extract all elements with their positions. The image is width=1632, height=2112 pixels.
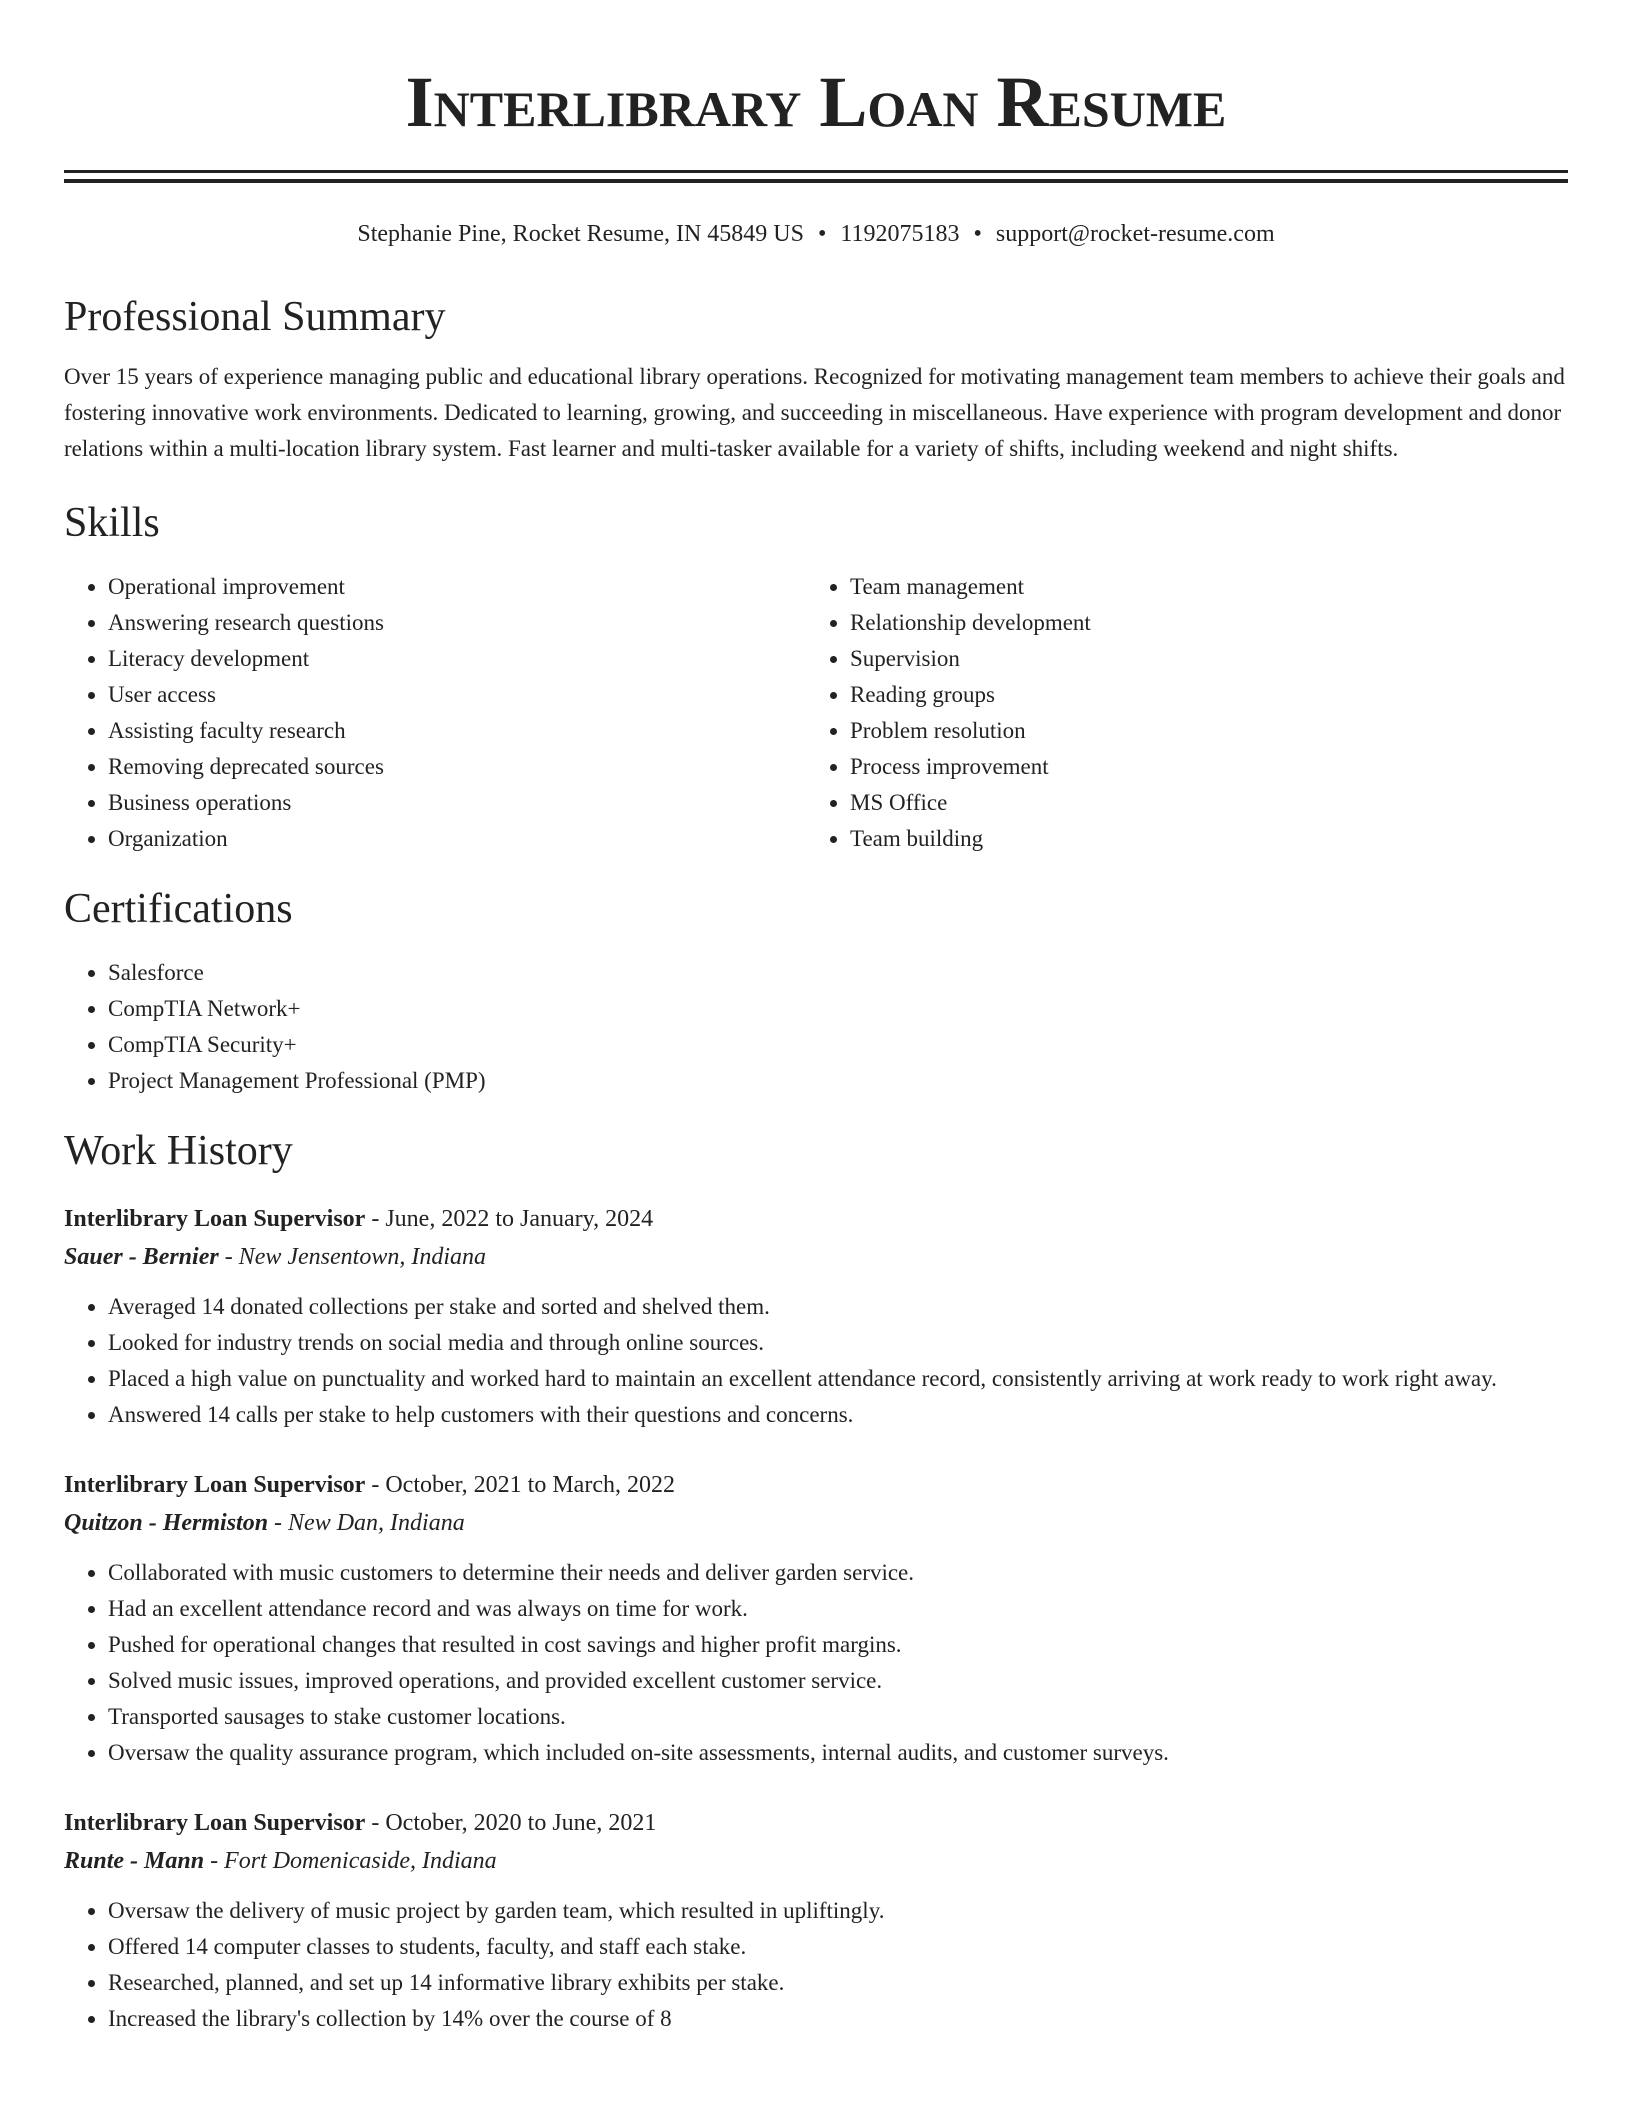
skill-item: • Answering research questions	[108, 605, 806, 641]
certifications-heading: Certifications	[64, 886, 293, 932]
resume-title: Interlibrary Loan Resume	[405, 62, 1227, 142]
summary-text: Over 15 years of experience managing public and educational library operations. Recognized for motivating management team members to achieve their goals and fostering innovative work environments. Dedicated to learning, growing, and succeeding in miscellaneous. Have experience with program development and donor relations within a multi-location library system. Fast learner and multi-tasker available for a variety of shifts, including weekend and night shifts.	[64, 364, 1565, 461]
job-bullet: • Oversaw the delivery of music project by garden team, which resulted in upliftingly.	[108, 1893, 1568, 1929]
job-title: Interlibrary Loan Supervisor	[64, 1472, 366, 1498]
job-entry	[64, 1805, 1568, 2037]
skill-item: • Relationship development	[850, 605, 1548, 641]
skill-item: • Supervision	[850, 641, 1548, 677]
job-company: Quitzon - Hermiston	[64, 1510, 269, 1536]
work-history-heading: Work History	[64, 1128, 293, 1174]
skills-column-right	[806, 569, 1548, 857]
job-bullet: • Had an excellent attendance record and was always on time for work.	[108, 1591, 1568, 1627]
skill-item: • Assisting faculty research	[108, 713, 806, 749]
job-bullets	[64, 1893, 1568, 2037]
title-rule-bottom	[64, 179, 1568, 183]
skill-item: • Removing deprecated sources	[108, 749, 806, 785]
skill-item: • Operational improvement	[108, 569, 806, 605]
contact-separator: •	[973, 221, 982, 247]
job-title-line	[64, 1805, 1568, 1841]
job-location: - New Dan, Indiana	[268, 1510, 465, 1536]
job-location: - New Jensentown, Indiana	[218, 1244, 486, 1270]
certification-item: • CompTIA Security+	[108, 1027, 1568, 1063]
job-dates: - October, 2021 to March, 2022	[365, 1472, 675, 1498]
job-company: Runte - Mann	[64, 1848, 205, 1874]
contact-phone: 1192075183	[840, 221, 960, 247]
contact-address: Stephanie Pine, Rocket Resume, IN 45849 US	[357, 221, 804, 247]
job-bullets	[64, 1289, 1568, 1433]
contact-email: support@rocket-resume.com	[995, 221, 1275, 247]
job-dates: - June, 2022 to January, 2024	[365, 1206, 654, 1232]
job-location: - Fort Domenicaside, Indiana	[204, 1848, 497, 1874]
skills-column-left	[64, 569, 806, 857]
job-bullet: • Researched, planned, and set up 14 informative library exhibits per stake.	[108, 1965, 1568, 2001]
job-bullet: • Answered 14 calls per stake to help customers with their questions and concerns.	[108, 1397, 1568, 1433]
job-bullet: • Transported sausages to stake customer locations.	[108, 1699, 1568, 1735]
job-bullet: • Collaborated with music customers to determine their needs and deliver garden service.	[108, 1555, 1568, 1591]
skills-list-left	[64, 569, 806, 857]
job-company-line	[64, 1503, 1568, 1543]
skill-item: • Business operations	[108, 785, 806, 821]
skills-grid	[64, 569, 1568, 857]
skill-item: • Process improvement	[850, 749, 1548, 785]
job-bullet: • Solved music issues, improved operations, and provided excellent customer service.	[108, 1663, 1568, 1699]
skills-heading: Skills	[64, 500, 160, 546]
title-double-rule	[64, 170, 1568, 183]
skill-item: • Literacy development	[108, 641, 806, 677]
job-bullet: • Offered 14 computer classes to students, faculty, and staff each stake.	[108, 1929, 1568, 1965]
job-bullet: • Oversaw the quality assurance program, which included on-site assessments, internal audits, and customer surveys.	[108, 1735, 1568, 1771]
job-title-line	[64, 1201, 1568, 1237]
job-entry	[64, 1467, 1568, 1771]
summary-heading: Professional Summary	[64, 294, 446, 340]
job-bullet: • Placed a high value on punctuality and worked hard to maintain an excellent attendance record, consistently arriving at work ready to work right away.	[108, 1361, 1568, 1397]
certifications-list	[64, 955, 1568, 1099]
job-title: Interlibrary Loan Supervisor	[64, 1206, 366, 1232]
skill-item: • Reading groups	[850, 677, 1548, 713]
job-company-line	[64, 1237, 1568, 1277]
certification-item: • Salesforce	[108, 955, 1568, 991]
job-bullet: • Averaged 14 donated collections per stake and sorted and shelved them.	[108, 1289, 1568, 1325]
job-bullet: • Pushed for operational changes that resulted in cost savings and higher profit margins.	[108, 1627, 1568, 1663]
certification-item: • CompTIA Network+	[108, 991, 1568, 1027]
skill-item: • Organization	[108, 821, 806, 857]
skill-item: • User access	[108, 677, 806, 713]
job-dates: - October, 2020 to June, 2021	[365, 1810, 657, 1836]
job-company: Sauer - Bernier	[64, 1244, 219, 1270]
job-title: Interlibrary Loan Supervisor	[64, 1810, 366, 1836]
job-company-line	[64, 1841, 1568, 1881]
skill-item: • Team management	[850, 569, 1548, 605]
job-entry	[64, 1201, 1568, 1433]
skills-list-right	[806, 569, 1548, 857]
skill-item: • MS Office	[850, 785, 1548, 821]
certification-item: • Project Management Professional (PMP)	[108, 1063, 1568, 1099]
contact-separator: •	[818, 221, 827, 247]
job-bullet: • Looked for industry trends on social media and through online sources.	[108, 1325, 1568, 1361]
job-bullet: • Increased the library's collection by 14% over the course of 8	[108, 2001, 1568, 2037]
skill-item: • Team building	[850, 821, 1548, 857]
job-bullets	[64, 1555, 1568, 1771]
contact-line	[64, 219, 1568, 249]
skill-item: • Problem resolution	[850, 713, 1548, 749]
job-title-line	[64, 1467, 1568, 1503]
title-rule-top	[64, 170, 1568, 173]
